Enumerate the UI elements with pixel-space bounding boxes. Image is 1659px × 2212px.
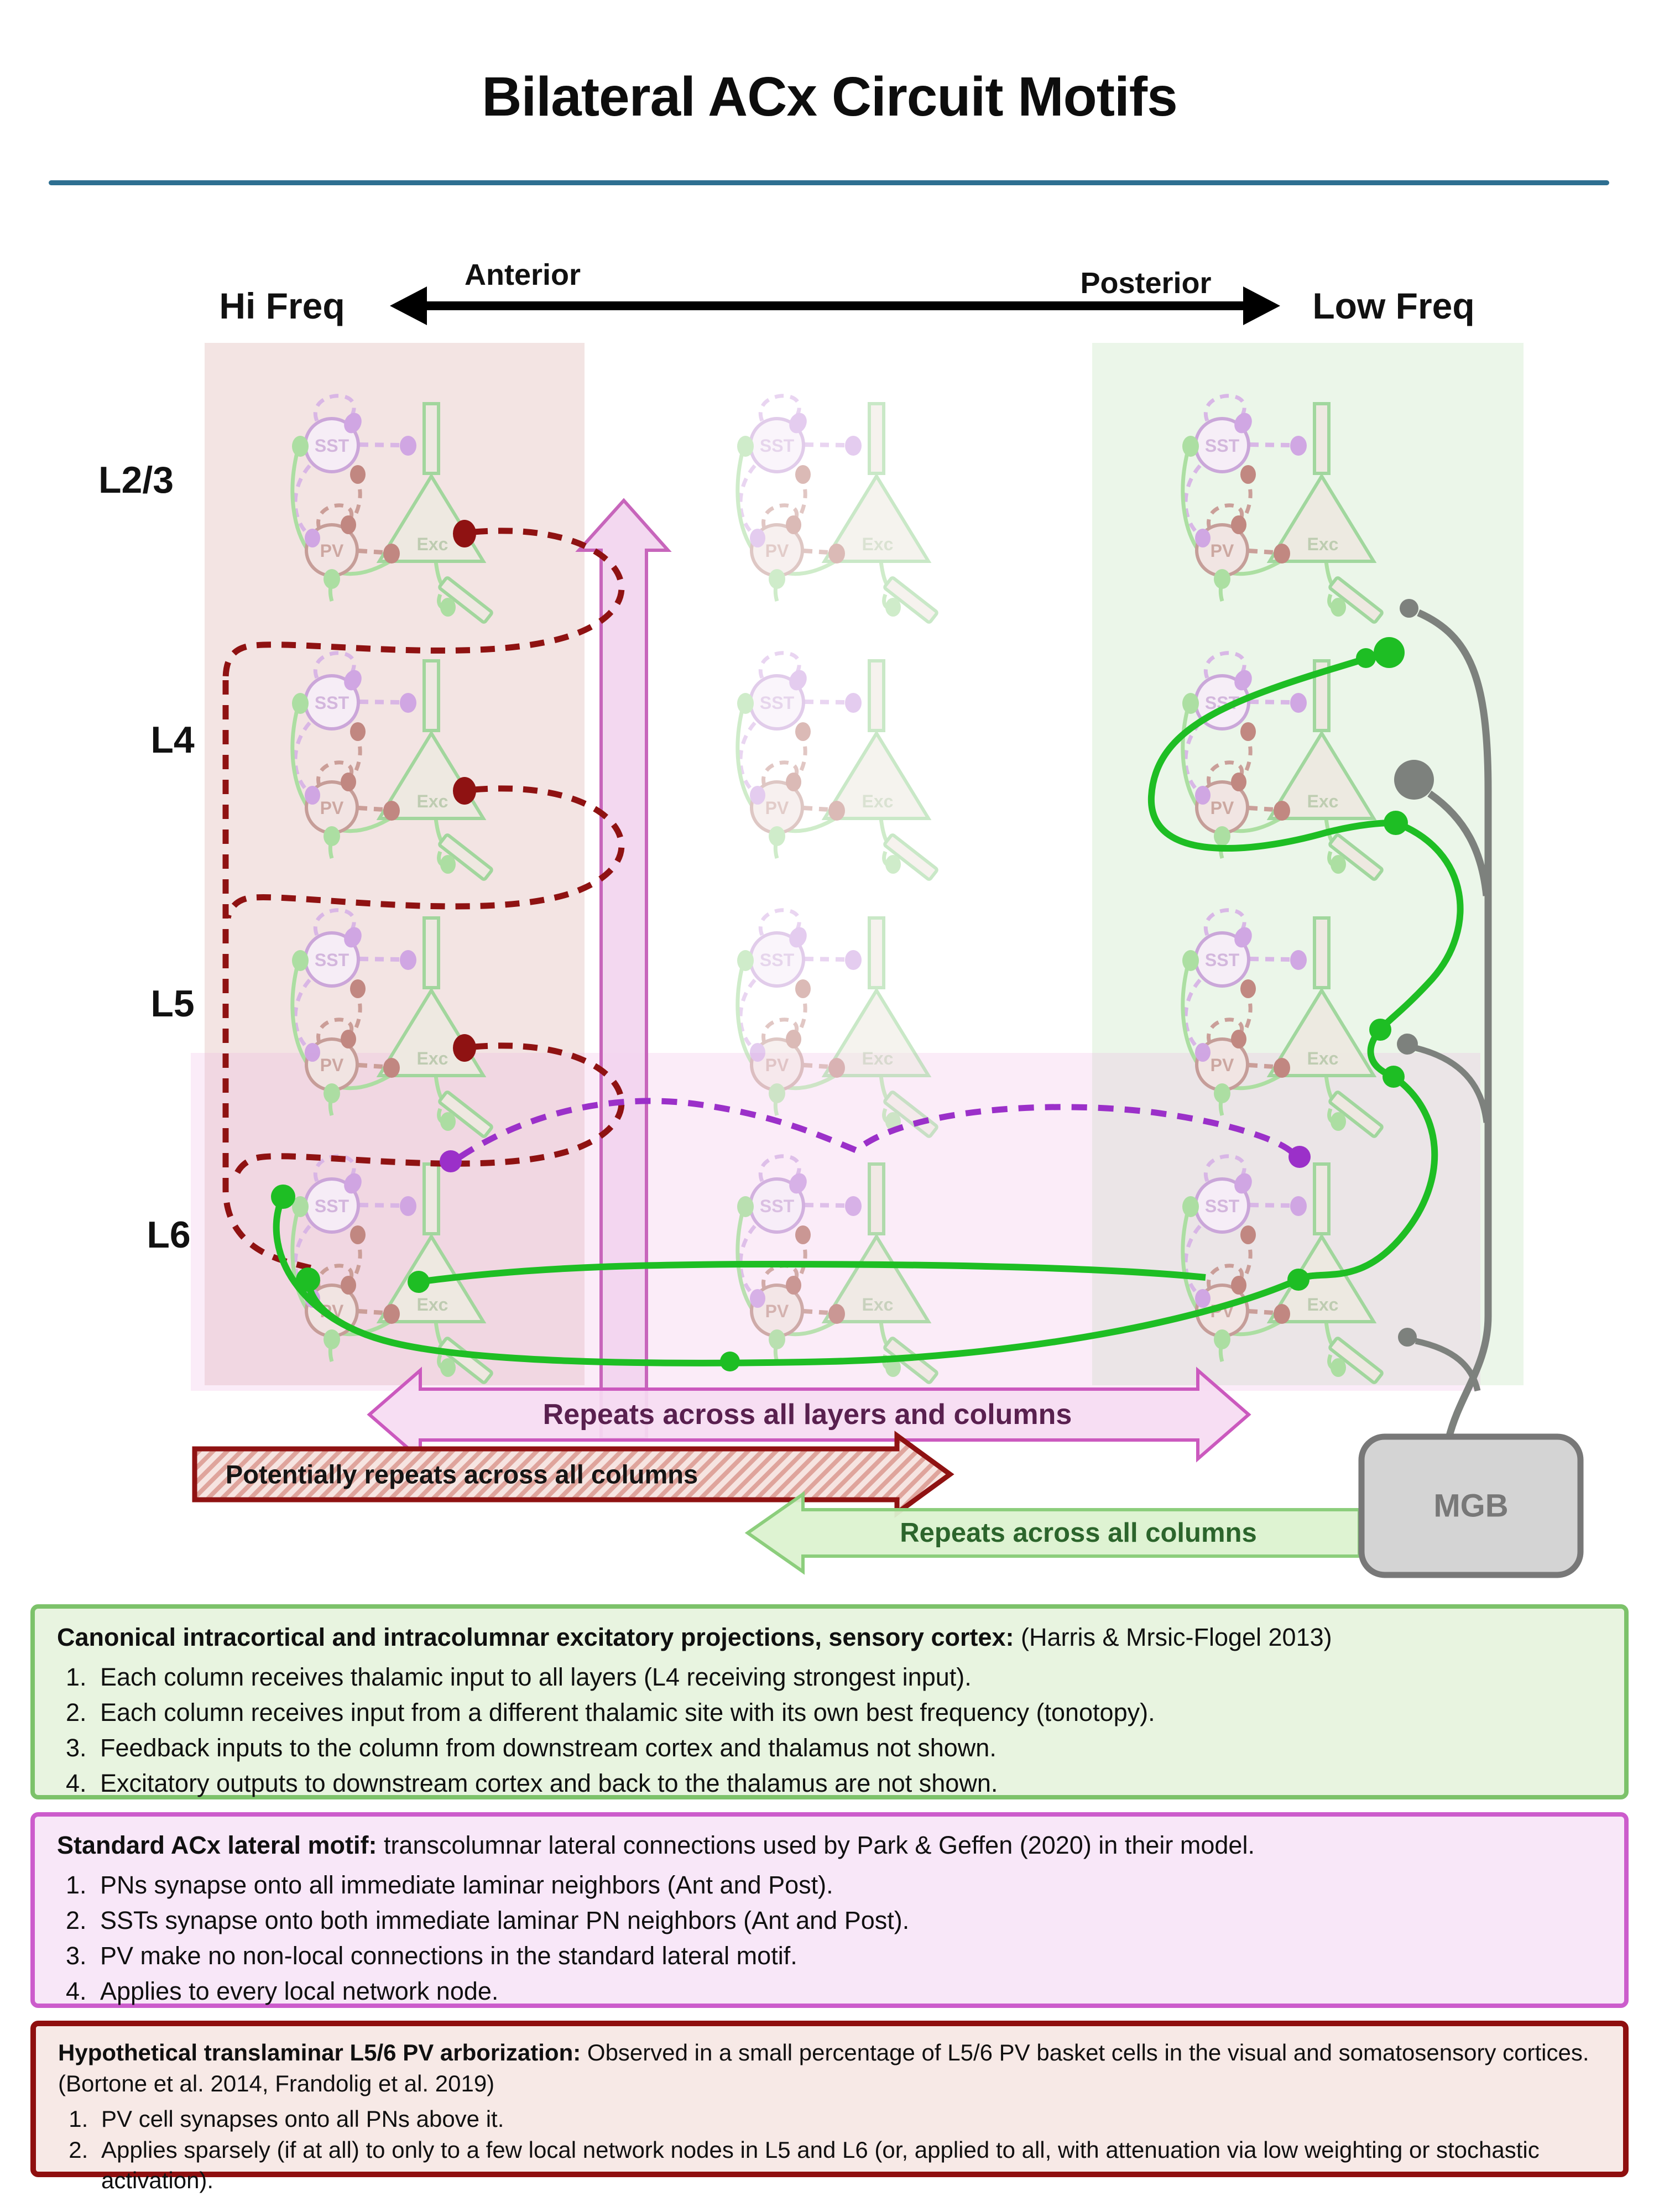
note-item: 2. Each column receives input from a different thalamic site with its own best frequency (tonotopy). bbox=[93, 1695, 1602, 1730]
low-freq-label: Low Freq bbox=[1312, 285, 1475, 326]
note-lead bbox=[58, 2037, 1601, 2099]
note-item: 1. Each column receives thalamic input to all layers (L4 receiving strongest input). bbox=[93, 1660, 1602, 1695]
note-item: 2. Applies sparsely (if at all) to only to a few local network nodes in L5 and L6 (or, applied to all, with attenuation via low weighting or stochastic activation). bbox=[95, 2135, 1601, 2197]
note-list bbox=[57, 1660, 1602, 1801]
note-lead-bold: Canonical intracortical and intracolumnar excitatory projections, sensory cortex: bbox=[57, 1623, 1014, 1651]
note-lead-rest: transcolumnar lateral connections used by Park & Geffen (2020) in their model. bbox=[377, 1831, 1255, 1859]
note-lead bbox=[57, 1620, 1602, 1655]
note-item: 4. Applies to every local network node. bbox=[93, 1974, 1602, 2009]
repeats-columns-label: Repeats across all columns bbox=[900, 1518, 1257, 1548]
motif-mid-l23 bbox=[737, 396, 937, 623]
note-lead-bold: Standard ACx lateral motif: bbox=[57, 1831, 377, 1859]
layer-label-l23: L2/3 bbox=[98, 459, 174, 501]
layer-label-l6: L6 bbox=[147, 1214, 191, 1256]
motif-mid-l4 bbox=[737, 653, 937, 880]
note-list bbox=[57, 1867, 1602, 2009]
note-lead-rest: Observed in a small percentage of L5/6 PV basket cells in the visual and somatosensory cortices. (Bortone et al. 2014, Frandolig et al. 2019) bbox=[58, 2039, 1589, 2096]
note-lead-rest: (Harris & Mrsic-Flogel 2013) bbox=[1014, 1623, 1332, 1651]
note-list bbox=[58, 2104, 1601, 2197]
note-lead bbox=[57, 1828, 1602, 1863]
note-item: 1. PNs synapse onto all immediate laminar neighbors (Ant and Post). bbox=[93, 1867, 1602, 1903]
repeats-layers-columns-label: Repeats across all layers and columns bbox=[542, 1399, 1072, 1431]
note-item: 3. Feedback inputs to the column from downstream cortex and thalamus not shown. bbox=[93, 1730, 1602, 1766]
hypothetical-pv-arborization-note bbox=[30, 2021, 1629, 2194]
note-item: 4. Excitatory outputs to downstream cortex and back to the thalamus are not shown. bbox=[93, 1766, 1602, 1801]
page-title: Bilateral ACx Circuit Motifs bbox=[482, 66, 1177, 128]
potentially-repeats-label: Potentially repeats across all columns bbox=[225, 1459, 698, 1489]
mgb-label: MGB bbox=[1433, 1488, 1509, 1524]
note-item: 3. PV make no non-local connections in the standard lateral motif. bbox=[93, 1938, 1602, 1974]
canonical-projections-note bbox=[30, 1604, 1629, 1799]
circuit-diagram: SST PV Exc bbox=[0, 0, 1659, 2212]
layer-label-l5: L5 bbox=[150, 983, 195, 1025]
note-item: 1. PV cell synapses onto all PNs above it. bbox=[95, 2104, 1601, 2135]
note-lead-bold: Hypothetical translaminar L5/6 PV arborization: bbox=[58, 2039, 581, 2065]
layer-label-l4: L4 bbox=[150, 719, 195, 761]
anterior-label: Anterior bbox=[464, 258, 581, 291]
note-item: 2. SSTs synapse onto both immediate laminar PN neighbors (Ant and Post). bbox=[93, 1903, 1602, 1938]
hi-freq-label: Hi Freq bbox=[219, 285, 345, 326]
posterior-label: Posterior bbox=[1080, 267, 1212, 300]
standard-lateral-motif-note bbox=[30, 1812, 1629, 2008]
